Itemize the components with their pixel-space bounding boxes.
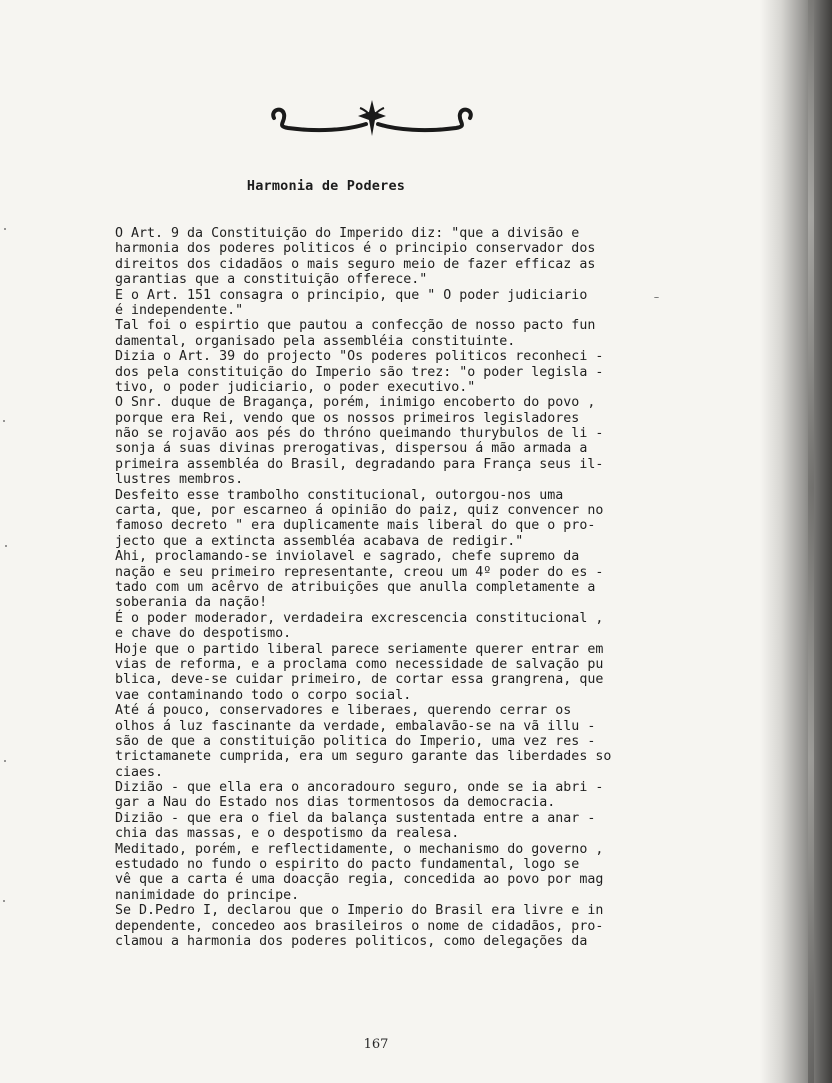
text-line: tivo, o poder judiciario, o poder executivo.": [115, 379, 476, 395]
text-line: vae contaminando todo o corpo social.: [115, 687, 412, 703]
text-line: garantias que a constituição offerece.": [115, 272, 428, 288]
text-line: Dizião - que ella era o ancoradouro seguro, onde se ia abri -: [115, 780, 604, 796]
text-line: Dizião - que era o fiel da balança sustentada entre a anar -: [115, 810, 596, 826]
text-line: É o poder moderador, verdadeira excrescencia constitucional ,: [115, 610, 604, 626]
text-line: direitos dos cidadãos o mais seguro meio de fazer efficaz as: [115, 256, 596, 272]
text-line: Ahi, proclamando-se inviolavel e sagrado, chefe supremo da: [115, 549, 580, 565]
text-line: sonja á suas divinas prerogativas, dispersou á mão armada a: [115, 441, 588, 457]
text-line: Desfeito esse trambolho constitucional, outorgou-nos uma: [115, 487, 564, 503]
text-line: vias de reforma, e a proclama como necessidade de salvação pu: [115, 656, 604, 672]
text-line: olhos á luz fascinante da verdade, embalavão-se na vã illu -: [115, 718, 596, 734]
text-line: estudado no fundo o espirito do pacto fundamental, logo se: [115, 857, 580, 873]
text-line: Se D.Pedro I, declarou que o Imperio do Brasil era livre e in: [115, 903, 604, 919]
page-title: Harmonia de Poderes: [246, 178, 406, 194]
page-number: 167: [363, 1037, 389, 1052]
text-line: nanimidade do principe.: [115, 887, 300, 903]
text-line: soberania da nação!: [115, 595, 268, 611]
text-line: Dizia o Art. 39 do projecto "Os poderes politicos reconheci -: [115, 349, 604, 365]
text-line: não se rojavão aos pés do thróno queimando thurybulos de li -: [115, 426, 604, 442]
text-line: O Snr. duque de Bragança, porém, inimigo encoberto do povo ,: [115, 395, 596, 411]
text-line: Até á pouco, conservadores e liberaes, querendo cerrar os: [115, 703, 572, 719]
text-line: Hoje que o partido liberal parece seriamente querer entrar em: [115, 641, 604, 657]
text-line: carta, que, por escarneo á opinião do paiz, quiz convencer no: [115, 503, 604, 519]
text-line: vê que a carta é uma doacção regia, concedida ao povo por mag: [115, 872, 604, 888]
text-line: Tal foi o espirtio que pautou a confecção de nosso pacto fun: [115, 318, 596, 334]
text-line: jecto que a extincta assembléa acabava de redigir.": [115, 533, 524, 549]
decorative-ornament-icon: [268, 96, 476, 142]
text-line: harmonia dos poderes politicos é o principio conservador dos: [115, 241, 596, 257]
text-line: é independente.": [115, 302, 244, 318]
text-line: clamou a harmonia dos poderes politicos, como delegações da: [115, 933, 588, 949]
text-line: chia das massas, e o despotismo da realesa.: [115, 826, 460, 842]
text-line: trictamanete cumprida, era um seguro garante das liberdades so: [115, 749, 612, 765]
text-line: famoso decreto " era duplicamente mais liberal do que o pro-: [115, 518, 596, 534]
spine-streak: [808, 0, 814, 1083]
text-line: e chave do despotismo.: [115, 626, 292, 642]
text-line: porque era Rei, vendo que os nossos primeiros legisladores: [115, 410, 580, 426]
text-line: nação e seu primeiro representante, creou um 4º poder do es -: [115, 564, 604, 580]
text-line: ciaes.: [115, 764, 164, 780]
text-line: lustres membros.: [115, 472, 244, 488]
text-line: primeira assembléa do Brasil, degradando para França seus il-: [115, 456, 604, 472]
book-spine-shadow: [760, 0, 832, 1083]
text-line: Meditado, porém, e reflectidamente, o mechanismo do governo ,: [115, 841, 604, 857]
text-line: dos pela constituição do Imperio são trez: "o poder legisla -: [115, 364, 604, 380]
text-line: damental, organisado pela assembléia constituinte.: [115, 333, 516, 349]
text-line: E o Art. 151 consagra o principio, que " O poder judiciario: [115, 287, 588, 303]
body-text: [115, 226, 650, 949]
text-line: tado com um acêrvo de atribuições que anulla completamente a: [115, 579, 596, 595]
text-line: gar a Nau do Estado nos dias tormentosos da democracia.: [115, 795, 556, 811]
text-line: dependente, concedeo aos brasileiros o nome de cidadãos, pro-: [115, 918, 604, 934]
text-line: blica, deve-se cuidar primeiro, de cortar essa grangrena, que: [115, 672, 604, 688]
text-line: são de que a constituição politica do Imperio, uma vez res -: [115, 733, 596, 749]
text-line: O Art. 9 da Constituição do Imperido diz: "que a divisão e: [115, 226, 580, 241]
